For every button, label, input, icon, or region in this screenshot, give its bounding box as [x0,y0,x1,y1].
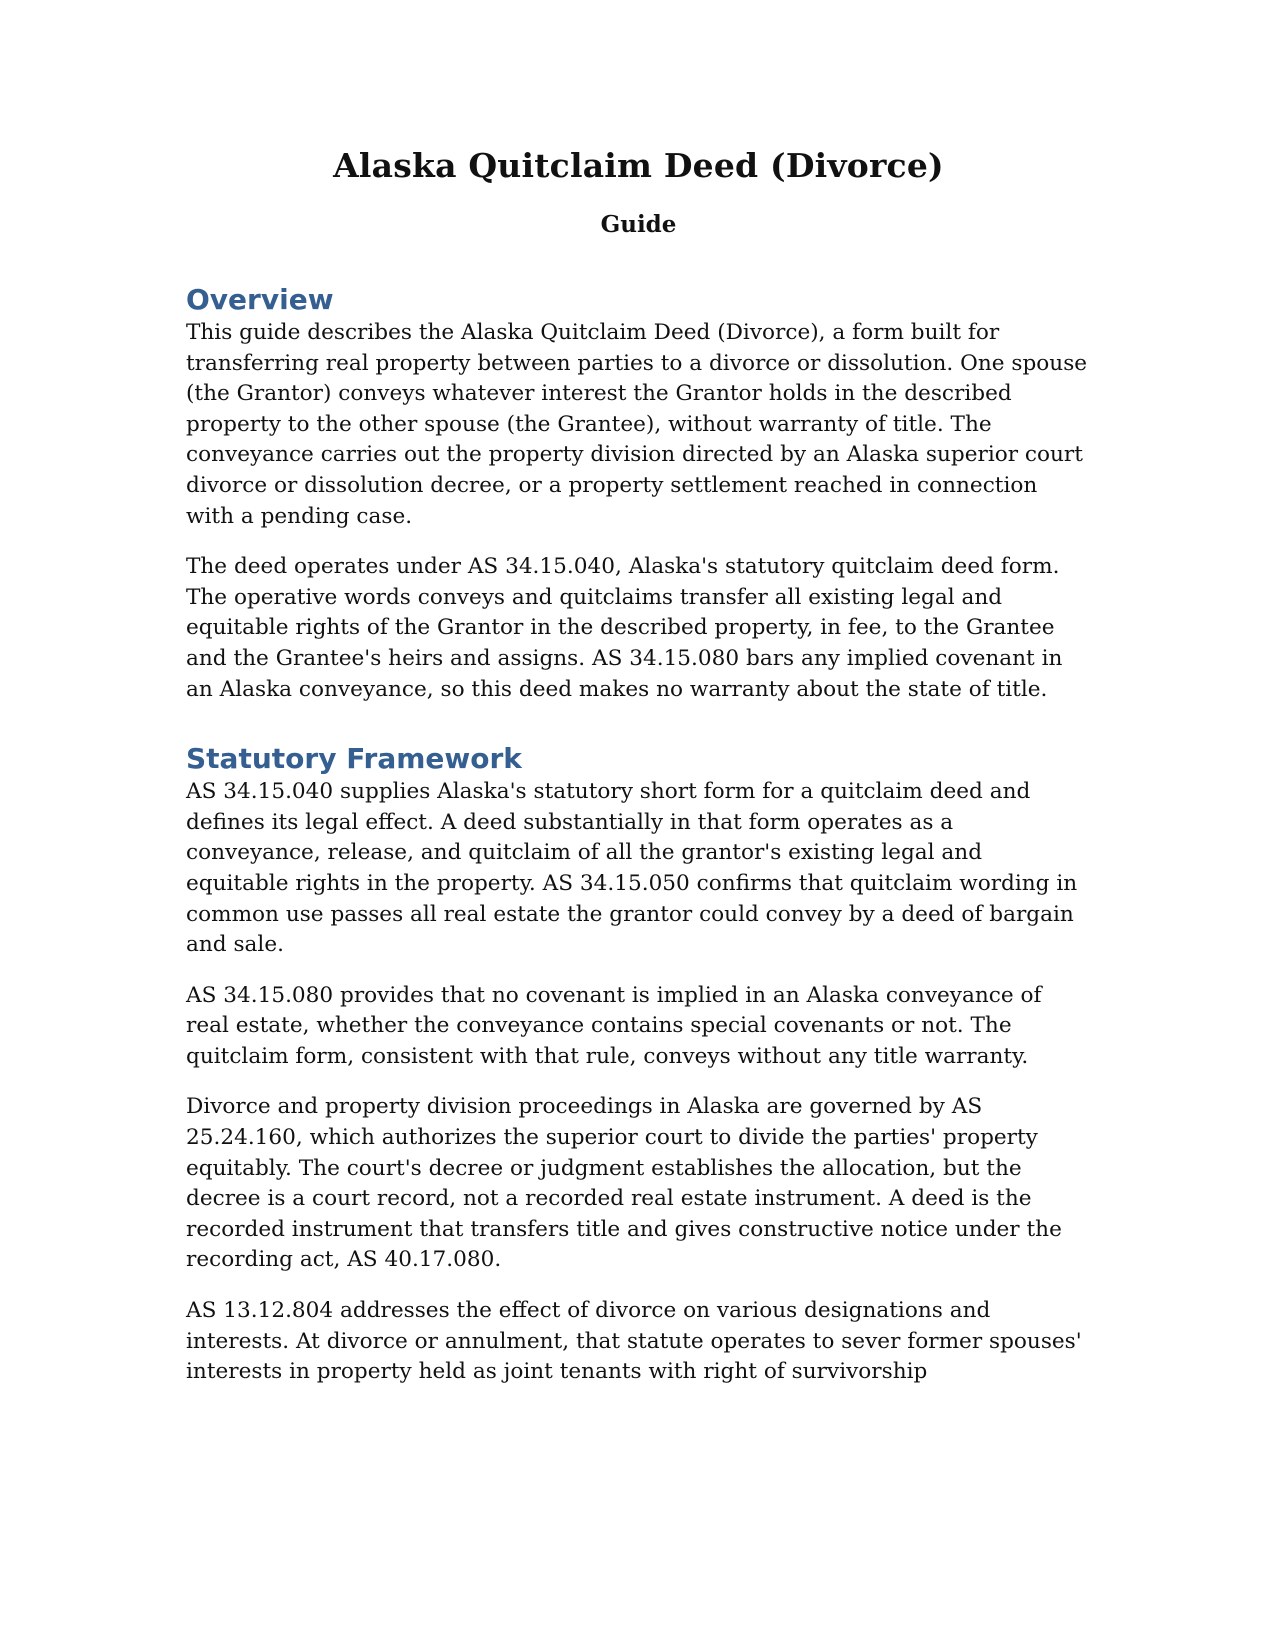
paragraph: AS 13.12.804 addresses the effect of divorce on various designations and interests. At divorce or annulment, that statute operates to sever former spouses' interests in property held as joint tenants with right of survivorship [186,1298,1082,1385]
document-title: Alaska Quitclaim Deed (Divorce) [333,146,944,185]
paragraph: AS 34.15.080 provides that no covenant is implied in an Alaska conveyance of real estate, whether the conveyance contains special covenants or not. The quitclaim form, consistent with that rule, conveys without any title warranty. [186,982,1042,1069]
paragraph: The deed operates under AS 34.15.040, Alaska's statutory quitclaim deed form. The operative words conveys and quitclaims transfer all existing legal and equitable rights of the Grantor in the described property, in fee, to the Grantee and the Grantee's heirs and assigns. AS 34.15.080 bars any implied covenant in an Alaska conveyance, so this deed makes no warranty about the state of title. [186,554,1063,702]
document-page [186,140,1091,1408]
section-statutory-framework [186,741,1091,1388]
paragraph: This guide describes the Alaska Quitclaim Deed (Divorce), a form built for transferring real property between parties to a divorce or dissolution. One spouse (the Grantor) conveys whatever interest the Grantor holds in the described property to the other spouse (the Grantee), without warranty of title. The conveyance carries out the property division directed by an Alaska superior court divorce or dissolution decree, or a property settlement reached in connection with a pending case. [186,320,1088,529]
document-subtitle: Guide [600,211,677,238]
paragraph: AS 34.15.040 supplies Alaska's statutory short form for a quitclaim deed and defines its legal effect. A deed substantially in that form operates as a conveyance, release, and quitclaim of all the grantor's existing legal and equitable rights in the property. AS 34.15.050 confirms that quitclaim wording in common use passes all real estate the grantor could convey by a deed of bargain and sale. [186,779,1078,958]
section-heading-statutory-framework: Statutory Framework [186,742,522,776]
section-overview [186,282,1091,705]
paragraph: Divorce and property division proceedings in Alaska are governed by AS 25.24.160, which authorizes the superior court to divide the parties' property equitably. The court's decree or judgment establishes the allocation, but the decree is a court record, not a recorded real estate instrument. A deed is the recorded instrument that transfers title and gives constructive notice under the recording act, AS 40.17.080. [186,1094,1062,1273]
section-heading-overview: Overview [186,283,334,316]
